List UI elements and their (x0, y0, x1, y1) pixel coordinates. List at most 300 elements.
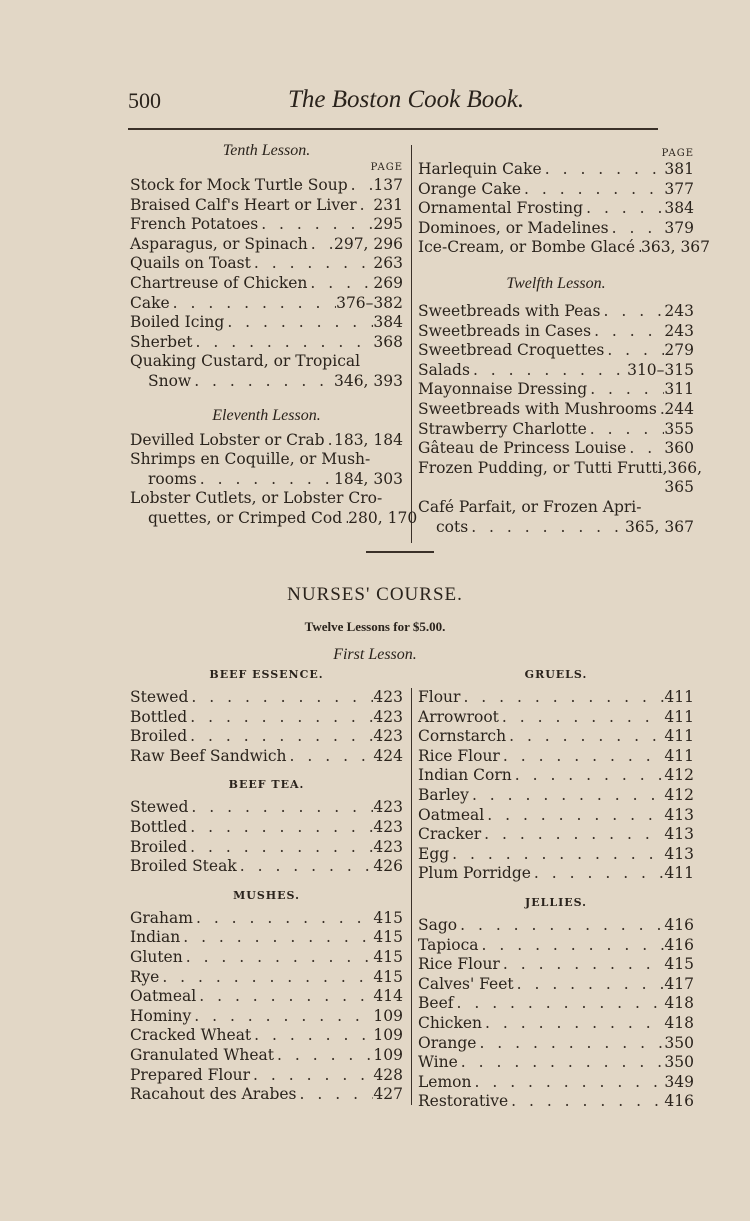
entry-page-number: 413 (664, 825, 694, 844)
index-entry (418, 975, 694, 995)
index-entry (130, 987, 403, 1007)
entry-label: Oatmeal (418, 805, 485, 824)
entry-label: Dominoes, or Madelines (418, 218, 609, 237)
entry-label: Cracker (418, 825, 482, 844)
index-entry (130, 489, 403, 509)
page-column-label: PAGE (370, 162, 403, 173)
entry-label: Arrowroot (418, 707, 499, 726)
dot-leader (183, 948, 374, 968)
dot-leader (193, 909, 373, 929)
dot-leader (476, 1034, 664, 1054)
entry-label: Bottled (130, 817, 188, 836)
section-heading: BEEF ESSENCE. (209, 668, 324, 681)
entry-page-number: 417 (664, 974, 694, 993)
entry-page-number: 412 (664, 785, 694, 804)
dot-leader (237, 857, 374, 877)
entry-label: Cracked Wheat (130, 1026, 252, 1045)
index-entry (130, 747, 403, 767)
index-entry (418, 1053, 694, 1073)
header-rule (128, 128, 658, 130)
entry-label: Ornamental Frosting (418, 199, 584, 218)
entry-label: Lobster Cutlets, or Lobster Cro- (130, 489, 383, 508)
index-entry (130, 508, 418, 529)
entry-label: Café Parfait, or Frozen Apri- (418, 497, 642, 516)
entry-page-number: 295 (373, 215, 403, 234)
entry-page-number: 411 (664, 864, 694, 883)
dot-leader (196, 987, 373, 1007)
dot-leader (307, 274, 373, 294)
index-entry (130, 176, 403, 196)
dot-leader (453, 994, 664, 1014)
entry-page-number: 280, 170 (348, 508, 418, 527)
index-entry (418, 936, 694, 956)
entry-label: Harlequin Cake (418, 160, 542, 178)
dot-leader (484, 806, 664, 826)
index-entry (418, 180, 694, 200)
entry-label: Stewed (130, 798, 189, 817)
entry-page-number: 365, 367 (624, 517, 694, 536)
entry-page-number: 412 (664, 766, 694, 785)
index-entry (130, 1007, 403, 1027)
entry-label: Asparagus, or Spinach (130, 234, 308, 253)
dot-leader (191, 372, 334, 392)
index-entry (130, 857, 403, 877)
entry-label: Raw Beef Sandwich (130, 746, 287, 765)
dot-leader (193, 333, 374, 353)
entry-label: Hominy (130, 1006, 192, 1025)
index-entry (418, 864, 694, 884)
index-entry (130, 1085, 403, 1105)
running-header (128, 86, 658, 120)
dot-leader (224, 313, 373, 333)
index-entry (418, 1073, 694, 1093)
index-entry (130, 1026, 403, 1046)
entry-page-number: 415 (373, 947, 403, 966)
entry-page-number: 423 (373, 837, 403, 856)
index-entry (130, 294, 403, 314)
page-column-label: PAGE (661, 148, 694, 159)
entry-page-number: 366, (667, 458, 703, 477)
entry-page-number: 427 (373, 1085, 403, 1104)
entry-page-number: 376–382 (336, 293, 403, 312)
entry-label: Egg (418, 844, 450, 863)
dot-leader (626, 439, 664, 459)
index-entry (418, 400, 694, 420)
index-entry (418, 786, 694, 806)
index-entry (130, 909, 403, 929)
index-entry (130, 470, 403, 490)
dot-leader (258, 215, 373, 235)
entry-page-number: 350 (664, 1033, 694, 1052)
index-entry (418, 994, 694, 1014)
dot-leader (197, 470, 334, 490)
dot-leader (479, 936, 665, 956)
entry-label: Broiled Steak (130, 857, 237, 876)
index-entry (418, 458, 703, 479)
dot-leader (542, 160, 665, 180)
dot-leader (250, 1066, 373, 1086)
index-entry (418, 518, 694, 538)
index-entry (418, 361, 694, 381)
index-entry (130, 254, 403, 274)
entry-page-number: 413 (664, 844, 694, 863)
entry-page-number: 368 (373, 332, 403, 351)
entry-page-number: 349 (664, 1072, 694, 1091)
entry-label: Prepared Flour (130, 1065, 251, 1084)
entry-page-number: 415 (373, 908, 403, 927)
index-entry (130, 431, 403, 451)
index-entry (130, 372, 403, 392)
dot-leader (499, 708, 664, 728)
dot-leader (469, 786, 664, 806)
dot-leader (591, 322, 664, 342)
index-entry (418, 1092, 694, 1112)
nurses-right-sections (418, 664, 694, 1112)
index-entry (418, 766, 694, 786)
tenth-lesson-continued-list (418, 160, 711, 258)
lesson-title-first: First Lesson. (333, 646, 417, 663)
entry-page-number: 411 (664, 746, 694, 765)
entry-page-number: 426 (373, 857, 403, 876)
dot-leader (188, 798, 373, 818)
index-entry (418, 160, 694, 180)
entry-label: Gluten (130, 947, 183, 966)
index-entry (418, 747, 694, 767)
nurses-left-column (130, 664, 403, 1105)
entry-label: Tapioca (418, 935, 479, 954)
dot-leader (357, 196, 374, 216)
entry-page-number: 415 (373, 967, 403, 986)
dot-leader (180, 928, 373, 948)
index-entry (418, 688, 694, 708)
index-entry (418, 916, 694, 936)
entry-label: Snow (148, 371, 192, 390)
dot-leader (521, 180, 664, 200)
entry-label: Gâteau de Princess Louise (418, 439, 627, 458)
dot-leader (457, 916, 664, 936)
lesson-title-eleventh: Eleventh Lesson. (212, 406, 321, 424)
index-entry (130, 708, 403, 728)
index-entry (130, 838, 403, 858)
entry-label: Broiled (130, 837, 188, 856)
entry-page-number: 279 (664, 341, 694, 360)
entry-label: Sweetbreads with Peas (418, 301, 601, 320)
entry-page-number: 424 (373, 746, 403, 765)
entry-label: Broiled (130, 727, 188, 746)
index-entry (130, 215, 403, 235)
entry-label: Shrimps en Coquille, or Mush- (130, 450, 371, 469)
entry-page-number: 244 (664, 399, 694, 418)
entry-label: Restorative (418, 1092, 509, 1111)
index-entry (418, 727, 694, 747)
dot-leader (471, 1073, 664, 1093)
index-entry (130, 274, 403, 294)
entry-page-number: 231 (373, 195, 403, 214)
entry-page-number: 360 (664, 439, 694, 458)
index-entry (130, 688, 403, 708)
dot-leader (508, 1092, 664, 1112)
course-subtitle: Twelve Lessons for $5.00. (304, 619, 446, 634)
dot-leader (348, 176, 374, 196)
top-right-column (418, 142, 711, 537)
index-entry (418, 825, 694, 845)
entry-label: Salads (418, 360, 470, 379)
dot-leader (308, 235, 334, 255)
dot-leader (470, 361, 627, 381)
entry-page-number: 183, 184 (333, 430, 403, 449)
nurses-right-column (418, 664, 694, 1112)
entry-label: Devilled Lobster or Crab (130, 430, 325, 449)
dot-leader (187, 727, 373, 747)
dot-leader (458, 1053, 665, 1073)
section-heading: BEEF TEA. (228, 778, 305, 792)
entry-label: cots (436, 517, 469, 536)
entry-page-number: 384 (664, 199, 694, 218)
entry-page-number: 243 (664, 301, 694, 320)
entry-label: Braised Calf's Heart or Liver (130, 195, 357, 214)
entry-label: Orange Cake (418, 179, 522, 198)
index-entry (130, 818, 403, 838)
entry-page-number: 381 (664, 160, 694, 178)
index-entry (130, 1066, 403, 1086)
entry-page-number: 109 (373, 1006, 403, 1025)
dot-leader (468, 518, 625, 538)
index-entry (418, 219, 694, 239)
entry-page-number: 411 (664, 688, 694, 706)
entry-page-number: 413 (664, 805, 694, 824)
dot-leader (187, 838, 373, 858)
index-entry (130, 948, 403, 968)
twelfth-lesson-list (418, 301, 703, 537)
entry-page-number: 243 (664, 321, 694, 340)
dot-leader (449, 845, 664, 865)
index-entry (130, 196, 403, 216)
entry-label: Racahout des Arabes (130, 1085, 297, 1104)
dot-leader (274, 1046, 373, 1066)
section-heading: GRUELS. (524, 668, 588, 681)
entry-page-number: 184, 303 (333, 469, 403, 488)
dot-leader (187, 818, 373, 838)
nurses-left-sections (130, 664, 403, 1105)
index-entry (130, 798, 403, 818)
dot-leader (188, 688, 373, 708)
index-entry (418, 302, 694, 322)
entry-label: Stock for Mock Turtle Soup (130, 176, 348, 194)
entry-label: Stewed (130, 688, 189, 706)
entry-label: Quails on Toast (130, 254, 251, 273)
entry-page-number: 418 (664, 994, 694, 1013)
bottom-column-divider (411, 688, 412, 1105)
index-entry (130, 727, 403, 747)
dot-leader (325, 431, 334, 451)
entry-page-number: 416 (664, 935, 694, 954)
dot-leader (500, 955, 665, 975)
index-entry (418, 806, 694, 826)
entry-page-number: 109 (373, 1026, 403, 1045)
entry-page-number: 423 (373, 798, 403, 817)
entry-label: Rye (130, 967, 160, 986)
entry-page-number: 311 (664, 380, 694, 399)
entry-label: Indian (130, 928, 181, 947)
entry-label: Sherbet (130, 332, 193, 351)
index-entry (418, 845, 694, 865)
entry-page-number: 411 (664, 707, 694, 726)
entry-page-number: 355 (664, 419, 694, 438)
entry-page-number: 263 (373, 254, 403, 273)
entry-label: Boiled Icing (130, 313, 225, 332)
dot-leader (609, 219, 665, 239)
index-entry (418, 498, 694, 518)
entry-label: Barley (418, 785, 469, 804)
top-column-divider (411, 145, 412, 543)
entry-label: quettes, or Crimped Cod (148, 508, 343, 527)
entry-label: Rice Flour (418, 955, 500, 974)
entry-label: Oatmeal (130, 987, 197, 1006)
dot-leader (191, 1007, 373, 1027)
lesson-title-tenth: Tenth Lesson. (222, 142, 311, 159)
index-entry (418, 420, 694, 440)
entry-label: Indian Corn (418, 766, 512, 785)
course-title: NURSES' COURSE. (287, 584, 463, 605)
entry-page-number: 423 (373, 817, 403, 836)
index-entry (418, 1014, 694, 1034)
entry-label: Sweetbreads in Cases (418, 321, 592, 340)
entry-label: French Potatoes (130, 215, 259, 234)
entry-label: Wine (418, 1053, 458, 1072)
index-entry (130, 352, 403, 372)
page-number: 500 (128, 88, 161, 113)
dot-leader (170, 294, 336, 314)
entry-label: Frozen Pudding, or Tutti Frutti, (418, 458, 668, 477)
entry-label: Calves' Feet (418, 974, 514, 993)
index-entry (418, 199, 694, 219)
dot-leader (481, 825, 664, 845)
book-title: The Boston Cook Book. (288, 86, 525, 113)
index-entry (418, 955, 694, 975)
entry-page-number: 418 (664, 1013, 694, 1032)
entry-label: Sweetbreads with Mushrooms (418, 399, 657, 418)
dot-leader (657, 400, 665, 420)
entry-label: Granulated Wheat (130, 1045, 275, 1064)
dot-leader (587, 420, 665, 440)
entry-label: Graham (130, 908, 193, 927)
entry-page-number: 365 (664, 478, 694, 497)
dot-leader (187, 708, 373, 728)
entry-label: Strawberry Charlotte (418, 419, 587, 438)
entry-page-number: 415 (373, 928, 403, 947)
dot-leader (506, 727, 664, 747)
entry-page-number: 310–315 (627, 360, 694, 379)
index-entry (418, 1034, 694, 1054)
entry-page-number: 423 (373, 707, 403, 726)
entry-label: Bottled (130, 707, 188, 726)
entry-label: Sago (418, 915, 458, 934)
entry-page-number: 377 (664, 179, 694, 198)
tenth-lesson-list (130, 176, 403, 392)
dot-leader (297, 1085, 374, 1105)
dot-leader (531, 864, 664, 884)
dot-leader (587, 380, 664, 400)
entry-label: Plum Porridge (418, 864, 531, 883)
entry-label: Ice-Cream, or Bombe Glacé (418, 238, 635, 257)
dot-leader (251, 254, 374, 274)
entry-label: Orange (418, 1033, 477, 1052)
entry-page-number: 423 (373, 727, 403, 746)
dot-leader (512, 766, 665, 786)
entry-label: Rice Flour (418, 746, 500, 765)
entry-label: Beef (418, 994, 454, 1013)
entry-label: Cornstarch (418, 727, 507, 746)
entry-label: Quaking Custard, or Tropical (130, 352, 361, 371)
index-entry (130, 928, 403, 948)
dot-leader (583, 199, 664, 219)
dot-leader (251, 1026, 373, 1046)
index-entry (418, 341, 694, 361)
entry-label: Cake (130, 293, 170, 312)
entry-label: rooms (148, 469, 197, 488)
entry-label: Flour (418, 688, 461, 706)
entry-page-number: 346, 393 (333, 371, 403, 390)
entry-page-number: 423 (373, 688, 403, 706)
index-entry (418, 238, 711, 258)
index-entry (418, 380, 694, 400)
entry-page-number: 137 (373, 176, 403, 194)
dot-leader (604, 341, 664, 361)
section-divider (366, 551, 434, 553)
entry-page-number: 363, 367 (641, 238, 711, 257)
index-entry (418, 439, 694, 459)
entry-label: Chicken (418, 1013, 483, 1032)
index-entry (130, 1046, 403, 1066)
entry-label: Sweetbread Croquettes (418, 341, 605, 360)
top-left-column (130, 142, 418, 529)
entry-page-number: 384 (373, 313, 403, 332)
entry-page-number: 414 (373, 987, 403, 1006)
entry-page-number: 109 (373, 1045, 403, 1064)
entry-page-number: 428 (373, 1065, 403, 1084)
index-entry (418, 478, 694, 498)
eleventh-lesson-list (130, 430, 418, 529)
entry-label: Chartreuse of Chicken (130, 273, 308, 292)
dot-leader (159, 968, 373, 988)
dot-leader (460, 688, 664, 708)
entry-page-number: 411 (664, 727, 694, 746)
index-entry (418, 708, 694, 728)
entry-page-number: 350 (664, 1053, 694, 1072)
entry-page-number: 416 (664, 1092, 694, 1111)
dot-leader (287, 747, 374, 767)
entry-page-number: 416 (664, 915, 694, 934)
lesson-title-twelfth: Twelfth Lesson. (506, 274, 606, 292)
index-entry (130, 235, 403, 255)
index-entry (418, 322, 694, 342)
section-heading: JELLIES. (525, 895, 587, 909)
index-entry (130, 333, 403, 353)
index-entry (130, 313, 403, 333)
entry-page-number: 415 (664, 955, 694, 974)
dot-leader (482, 1014, 664, 1034)
index-entry (130, 968, 403, 988)
entry-label: Mayonnaise Dressing (418, 380, 588, 399)
entry-page-number: 379 (664, 218, 694, 237)
entry-page-number: 269 (373, 273, 403, 292)
dot-leader (600, 302, 664, 322)
section-heading: MUSHES. (233, 888, 300, 902)
dot-leader (500, 747, 665, 767)
entry-label: Lemon (418, 1072, 472, 1091)
entry-page-number: 297, 296 (333, 234, 403, 253)
index-entry (130, 450, 403, 470)
